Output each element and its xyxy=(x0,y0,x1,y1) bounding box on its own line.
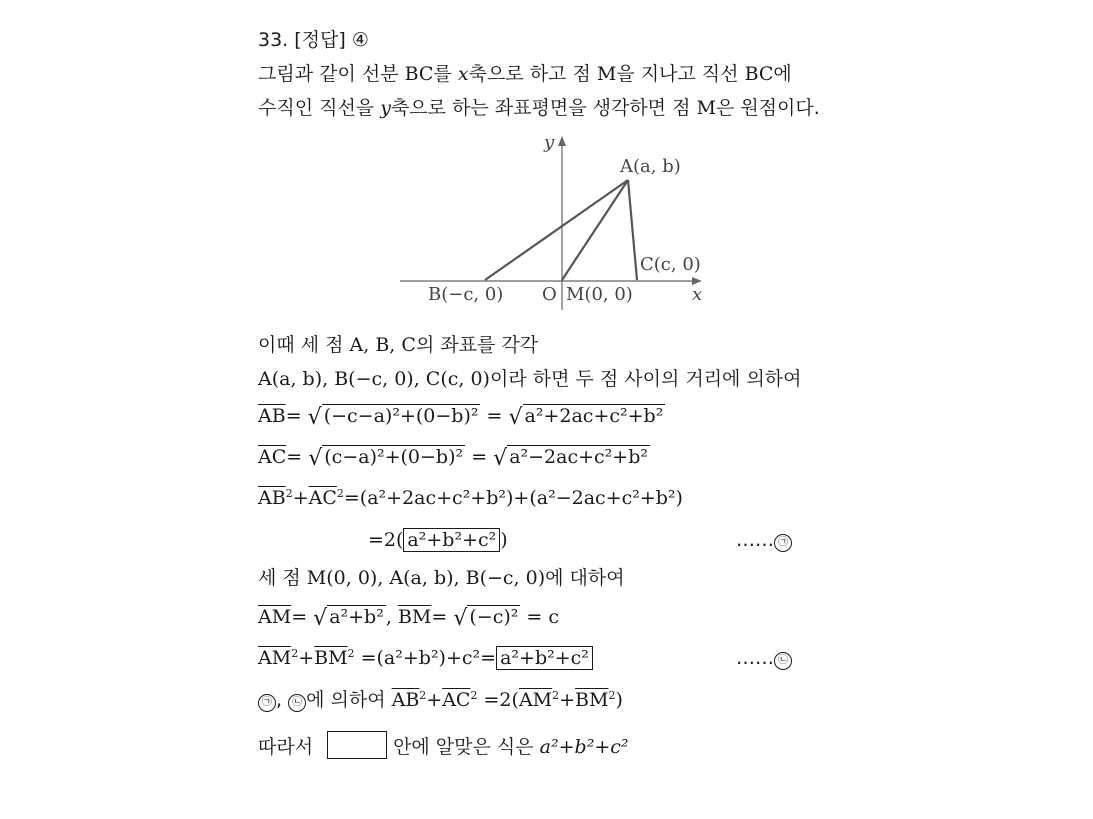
sqrt-icon: √ xyxy=(313,606,328,631)
intro-text: 를 xyxy=(433,63,458,85)
equals: = xyxy=(291,606,308,628)
text: 이라 하면 두 점 사이의 거리에 의하여 xyxy=(489,368,802,390)
separator: , xyxy=(385,606,398,628)
sqrt-icon: √ xyxy=(453,606,468,631)
point-m: M xyxy=(696,97,716,119)
equation-result-2: $\overline{AM}^2+\overline{BM}^2 =(a^2+b^2)+c^2= a^2+b^2+c^2$ xyxy=(258,646,593,670)
ellipsis: …… xyxy=(736,647,774,669)
segment-ab xyxy=(485,180,628,280)
text: 따라서 xyxy=(258,736,314,758)
intro-line-2 xyxy=(258,96,820,120)
segment-bc: BC xyxy=(404,63,434,85)
segment-ac-label: $\overline{AC}$ xyxy=(308,487,337,509)
equals: = xyxy=(431,606,448,628)
plus: + xyxy=(298,647,315,669)
segment-bm-label: $\overline{BM}$ xyxy=(314,647,348,669)
segment-ab-label: $\overline{AB}$ xyxy=(258,405,286,427)
text: =2( xyxy=(483,689,519,711)
circled-nieun-icon: ㉡ xyxy=(288,694,306,712)
text: 에 대하여 xyxy=(545,567,625,589)
circled-giyeok-icon: ㉠ xyxy=(258,694,276,712)
radicand: (−c−a)²+(0−b)² xyxy=(323,405,479,427)
text-line-3 xyxy=(258,566,625,590)
segment-am xyxy=(562,180,628,280)
equation-ab xyxy=(258,404,665,430)
segment-ac xyxy=(628,180,637,280)
radicand: a²+b² xyxy=(329,606,384,628)
label-y: y xyxy=(544,132,555,153)
segment-am-label: $\overline{AM}$ xyxy=(518,689,553,711)
plus: + xyxy=(559,689,576,711)
problem-header xyxy=(258,28,369,52)
label-x: x xyxy=(692,284,703,305)
intro-text: 축으로 하고 점 xyxy=(468,63,597,85)
segment-ac-label: $\overline{AC}$ xyxy=(258,446,287,468)
radicand: (−c)² xyxy=(469,606,519,628)
segment-bm-label: $\overline{BM}$ xyxy=(575,689,609,711)
blank-box xyxy=(327,731,387,759)
intro-text: 그림과 같이 선분 xyxy=(258,63,405,85)
answer-box-1: a²+b²+c² xyxy=(403,528,500,552)
problem-header-text: 33. [정답] ④ xyxy=(258,29,369,51)
line-bc: BC xyxy=(744,63,774,85)
intro-text: 수직인 직선을 xyxy=(258,97,381,119)
y-axis-arrow-icon xyxy=(558,136,566,146)
radicand: a²+2ac+c²+b² xyxy=(524,405,664,427)
text-line-2 xyxy=(258,367,802,391)
equals: = xyxy=(471,446,488,468)
text: , xyxy=(276,689,289,711)
equals: = xyxy=(286,446,303,468)
sqrt-icon: √ xyxy=(307,405,322,430)
text: 의 좌표를 각각 xyxy=(415,334,539,356)
circled-nieun-icon: ㉡ xyxy=(774,652,792,670)
coordinates-mab: M(0, 0), A(a, b), B(−c, 0) xyxy=(306,567,546,589)
label-point-a: A(a, b) xyxy=(620,156,681,177)
sqrt-icon: √ xyxy=(508,405,523,430)
text-line-1 xyxy=(258,333,538,357)
y-symbol: y xyxy=(380,97,391,119)
plus: + xyxy=(292,487,309,509)
text: 안에 알맞은 식은 xyxy=(393,736,540,758)
text: 세 점 xyxy=(258,567,307,589)
equals: = xyxy=(285,405,302,427)
points-abc: A, B, C xyxy=(349,334,416,356)
radicand: a²−2ac+c²+b² xyxy=(509,446,648,468)
segment-am-label: $\overline{AM}$ xyxy=(258,606,292,628)
segment-am-label: $\overline{AM}$ xyxy=(258,647,292,669)
coordinates-abc: A(a, b), B(−c, 0), C(c, 0) xyxy=(258,368,490,390)
segment-ac-label: $\overline{AC}$ xyxy=(442,689,471,711)
text: ) xyxy=(615,689,623,711)
equals: = xyxy=(486,405,503,427)
label-point-b: B(−c, 0) xyxy=(428,284,504,305)
segment-ab-label: $\overline{AB}$ xyxy=(391,689,420,711)
text-line-4: ㉠ , ㉡ 에 의하여 $\overline{AB}^2+\overline{AC}^2 =2(\overline{AM}^2+\overline{BM}^2)$ xyxy=(258,688,623,712)
equation-sum-squares: $\overline{AB}^2+\overline{AC}^2=(a^2+2ac+c^2+b^2)+(a^2-2ac+c^2+b^2)$ xyxy=(258,487,683,509)
text: =2( xyxy=(368,529,404,551)
intro-text: 은 원점이다. xyxy=(715,97,820,119)
circled-giyeok-icon: ㉠ xyxy=(774,534,792,552)
text: 이때 세 점 xyxy=(258,334,350,356)
label-point-m: M(0, 0) xyxy=(566,284,633,305)
radicand: (c−a)²+(0−b)² xyxy=(324,446,464,468)
segment-bm-label: $\overline{BM}$ xyxy=(397,606,432,628)
coordinate-figure xyxy=(400,130,720,319)
intro-text: 축으로 하는 좌표평면을 생각하면 점 xyxy=(390,97,697,119)
triangle-diagram xyxy=(400,130,720,315)
label-point-c: C(c, 0) xyxy=(640,254,701,275)
sqrt-icon: √ xyxy=(493,446,508,471)
expansion: =(a²+b²)+c²= xyxy=(360,647,497,669)
mark-1 xyxy=(736,528,792,552)
intro-text: 을 지나고 직선 xyxy=(616,63,745,85)
text: ) xyxy=(500,529,508,551)
equation-result-1 xyxy=(368,528,508,552)
text-line-5 xyxy=(258,731,629,759)
intro-line-1 xyxy=(258,62,792,86)
result: = c xyxy=(526,606,560,628)
expansion: =(a²+2ac+c²+b²)+(a²−2ac+c²+b²) xyxy=(343,487,683,509)
x-symbol: x xyxy=(457,63,469,85)
intro-text: 에 xyxy=(773,63,792,85)
equation-am-bm xyxy=(258,605,559,631)
mark-2 xyxy=(736,646,792,670)
equation-ac xyxy=(258,445,650,471)
sqrt-icon: √ xyxy=(308,446,323,471)
segment-ab-label: $\overline{AB}$ xyxy=(258,487,286,509)
point-m: M xyxy=(596,63,617,85)
label-origin: O xyxy=(542,284,557,305)
answer-box-2: a²+b²+c² xyxy=(496,646,593,670)
text: 에 의하여 xyxy=(306,689,392,711)
plus: + xyxy=(426,689,443,711)
ellipsis: …… xyxy=(736,529,774,551)
final-answer: a²+b²+c² xyxy=(539,736,629,758)
